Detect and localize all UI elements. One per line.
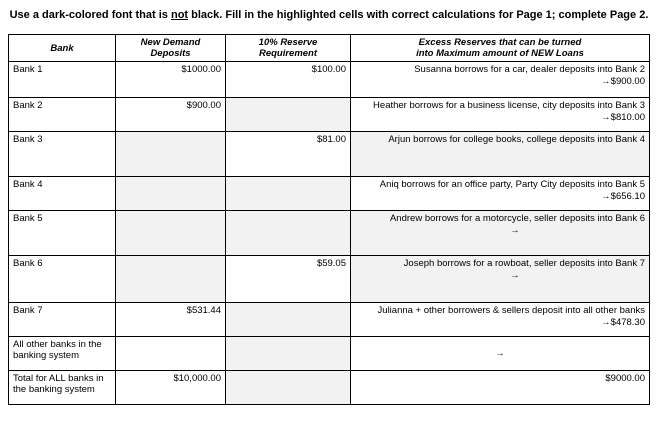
excess-cell[interactable] [351,98,650,132]
excess-value: $900.00 [610,76,645,87]
header-excess: Excess Reserves that can be turned into Maximum amount of NEW Loans [351,35,650,62]
excess-value: $478.30 [610,317,645,328]
deposits-cell[interactable] [116,211,226,256]
arrow-icon: → [601,76,611,87]
bank-cell: Bank 3 [9,132,116,177]
bank-cell: Bank 6 [9,256,116,303]
excess-cell[interactable] [351,62,650,98]
excess-cell[interactable] [351,303,650,337]
table-row [9,177,650,211]
deposits-cell[interactable]: $900.00 [116,98,226,132]
excess-cell[interactable] [351,132,650,177]
reserve-cell[interactable]: $59.05 [226,256,351,303]
deposits-cell[interactable] [116,132,226,177]
deposits-cell[interactable]: $10,000.00 [116,371,226,405]
header-row [9,35,650,62]
deposits-cell[interactable] [116,177,226,211]
table-row [9,62,650,98]
excess-cell[interactable] [351,177,650,211]
instructions-post: black. Fill in the highlighted cells with correct calculations for Page 1; complete Page 2. [188,9,649,21]
arrow-icon: → [495,347,505,359]
bank-cell: Bank 1 [9,62,116,98]
table-row [9,211,650,256]
deposits-cell[interactable]: $531.44 [116,303,226,337]
table-row [9,303,650,337]
excess-text: Arjun borrows for college books, college deposits into Bank 4 [388,134,645,145]
excess-value: $9000.00 [605,373,645,384]
header-bank: Bank [9,35,116,62]
bank-cell: All other banks in the banking system [9,337,116,371]
header-reserve: 10% Reserve Requirement [226,35,351,62]
instructions-pre: Use a dark-colored font that is [9,9,171,21]
deposits-cell[interactable] [116,256,226,303]
reserve-cell[interactable] [226,98,351,132]
excess-text: Heather borrows for a business license, city deposits into Bank 3 [373,100,645,111]
instructions [0,9,658,21]
bank-cell: Bank 4 [9,177,116,211]
bank-cell: Total for ALL banks in the banking system [9,371,116,405]
header-deposits: New Demand Deposits [116,35,226,62]
excess-text: Susanna borrows for a car, dealer deposits into Bank 2 [414,64,645,75]
arrow-icon: → [601,317,611,328]
bank-cell: Bank 7 [9,303,116,337]
excess-cell[interactable] [351,256,650,303]
excess-cell[interactable] [351,211,650,256]
table-row [9,371,650,405]
reserve-cell[interactable] [226,371,351,405]
excess-value: $656.10 [610,191,645,202]
arrow-icon: → [601,112,611,123]
reserve-cell[interactable] [226,337,351,371]
reserve-cell[interactable] [226,211,351,256]
bank-cell: Bank 5 [9,211,116,256]
table-row [9,256,650,303]
table-row [9,132,650,177]
table-row [9,337,650,371]
instructions-underlined: not [170,9,189,21]
deposits-cell[interactable]: $1000.00 [116,62,226,98]
reserve-table [8,34,650,405]
excess-cell[interactable] [351,337,650,371]
bank-cell: Bank 2 [9,98,116,132]
excess-text: Joseph borrows for a rowboat, seller deposits into Bank 7 [403,258,645,269]
arrow-icon: → [510,270,520,281]
excess-text: Julianna + other borrowers & sellers deposit into all other banks [377,305,645,316]
excess-value: $810.00 [610,112,645,123]
excess-text: Andrew borrows for a motorcycle, seller deposits into Bank 6 [389,213,645,224]
arrow-icon: → [601,191,611,202]
excess-cell[interactable] [351,371,650,405]
arrow-icon: → [510,225,520,236]
reserve-cell[interactable] [226,177,351,211]
reserve-cell[interactable]: $81.00 [226,132,351,177]
deposits-cell[interactable] [116,337,226,371]
reserve-cell[interactable]: $100.00 [226,62,351,98]
excess-text: Aniq borrows for an office party, Party City deposits into Bank 5 [379,179,645,190]
reserve-cell[interactable] [226,303,351,337]
table-row [9,98,650,132]
